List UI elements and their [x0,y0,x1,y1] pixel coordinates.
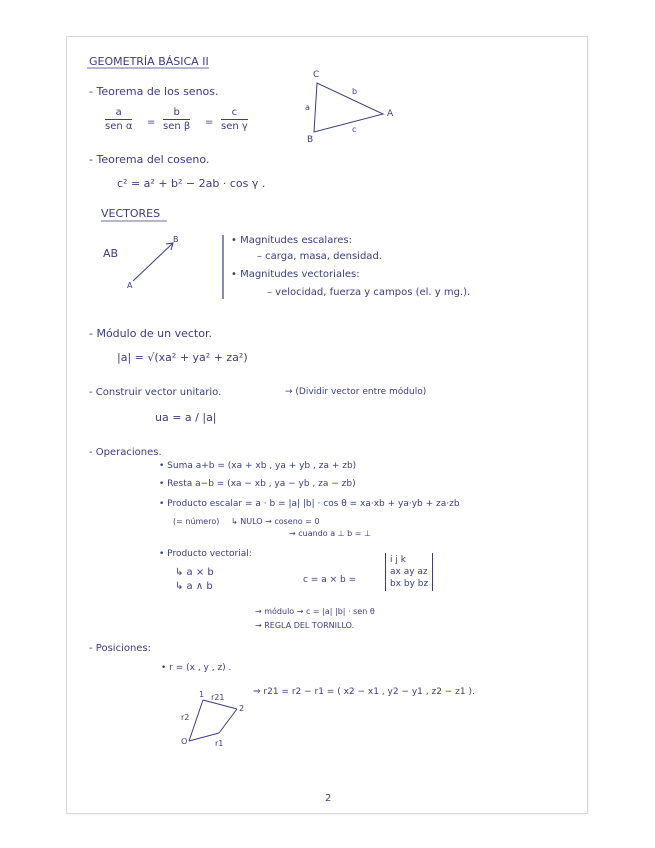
vectorial-notation-1: ↳ a × b [175,567,214,578]
numero-note: (= número) [173,517,220,526]
cuando-note: → cuando a ⊥ b = ⊥ [289,529,371,538]
r-definition: • r = (x , y , z) . [161,663,232,673]
det-row-1: i j k [390,555,406,565]
page-number: 2 [325,793,332,804]
point-a-label: A [127,281,133,290]
equals-sign: = [147,117,156,128]
escalares-examples: – carga, masa, densidad. [257,251,382,262]
unitario-formula: ua = a / |a| [155,411,217,424]
unitario-heading: - Construir vector unitario. [89,387,222,398]
resta-row: • Resta a−b = (xa − xb , ya − yb , za − zb) [159,479,356,489]
fraction-numerator: a [105,107,132,120]
triangle-side-c: c [352,125,357,134]
vectores-heading: VECTORES [101,207,161,220]
modulo-vectorial: → módulo → c = |a| |b| · sen θ [255,607,375,616]
modulo-heading: - Módulo de un vector. [89,327,212,340]
senos-fraction-a [105,107,132,132]
posiciones-heading: - Posiciones: [89,643,152,654]
vectoriales-label: • Magnitudes vectoriales: [231,269,360,280]
r21-formula: ⇒ r21 = r2 − r1 = ( x2 − x1 , y2 − y1 , z2 − z1 ). [253,687,475,697]
pos-label-r2: r2 [181,713,190,722]
pos-label-r21: r21 [211,693,225,702]
regla-tornillo: → REGLA DEL TORNILLO. [255,621,355,630]
escalares-label: • Magnitudes escalares: [231,235,352,246]
vectorial-label: • Producto vectorial: [159,549,252,559]
fraction-numerator: b [163,107,190,120]
vectorial-notation-2: ↳ a ∧ b [175,581,213,592]
pos-label-origin: O [181,737,188,746]
vectoriales-examples: – velocidad, fuerza y campos (el. y mg.). [267,287,471,298]
triangle-side-b: b [352,87,358,96]
operaciones-heading: - Operaciones. [89,447,162,458]
triangle-vertex-a: A [387,109,394,119]
coseno-heading: - Teorema del coseno. [89,153,210,166]
suma-row: • Suma a+b = (xa + xb , ya + yb , za + zb) [159,461,357,471]
fraction-denominator: sen γ [221,121,248,132]
pos-side-line [219,709,237,733]
fraction-denominator: sen α [105,121,133,132]
notebook-page [66,36,588,814]
triangle-vertex-b: B [307,135,314,145]
coseno-formula: c² = a² + b² − 2ab · cos γ . [117,177,266,190]
triangle-shape [314,83,383,132]
modulo-formula: |a| = √(xa² + ya² + za²) [117,351,248,364]
pos-label-r1: r1 [215,739,224,748]
senos-fraction-b [163,107,190,132]
unitario-note: → (Dividir vector entre módulo) [285,387,427,397]
senos-heading: - Teorema de los senos. [89,85,219,98]
fraction-denominator: sen β [163,121,191,132]
point-b-label: B [173,235,179,244]
triangle-side-a: a [305,103,310,112]
pos-label-1: 1 [199,690,205,699]
escalar-row: • Producto escalar = a · b = |a| |b| · cos θ = xa·xb + ya·yb + za·zb [159,499,460,509]
det-row-3: bx by bz [390,579,429,589]
page-title: GEOMETRÍA BÁSICA II [89,55,209,68]
ab-vector-line [133,243,173,281]
fraction-numerator: c [221,107,248,120]
pos-label-2: 2 [239,704,245,713]
vectorial-c-eq: c = a × b = [303,575,357,585]
senos-fraction-c [221,107,248,132]
pos-r2-line [189,700,203,741]
ab-label: AB [103,247,119,260]
determinant [385,553,433,591]
det-row-2: ax ay az [390,567,428,577]
nulo-note: ↳ NULO → coseno = 0 [231,517,320,526]
triangle-vertex-c: C [313,70,320,80]
equals-sign: = [205,117,214,128]
